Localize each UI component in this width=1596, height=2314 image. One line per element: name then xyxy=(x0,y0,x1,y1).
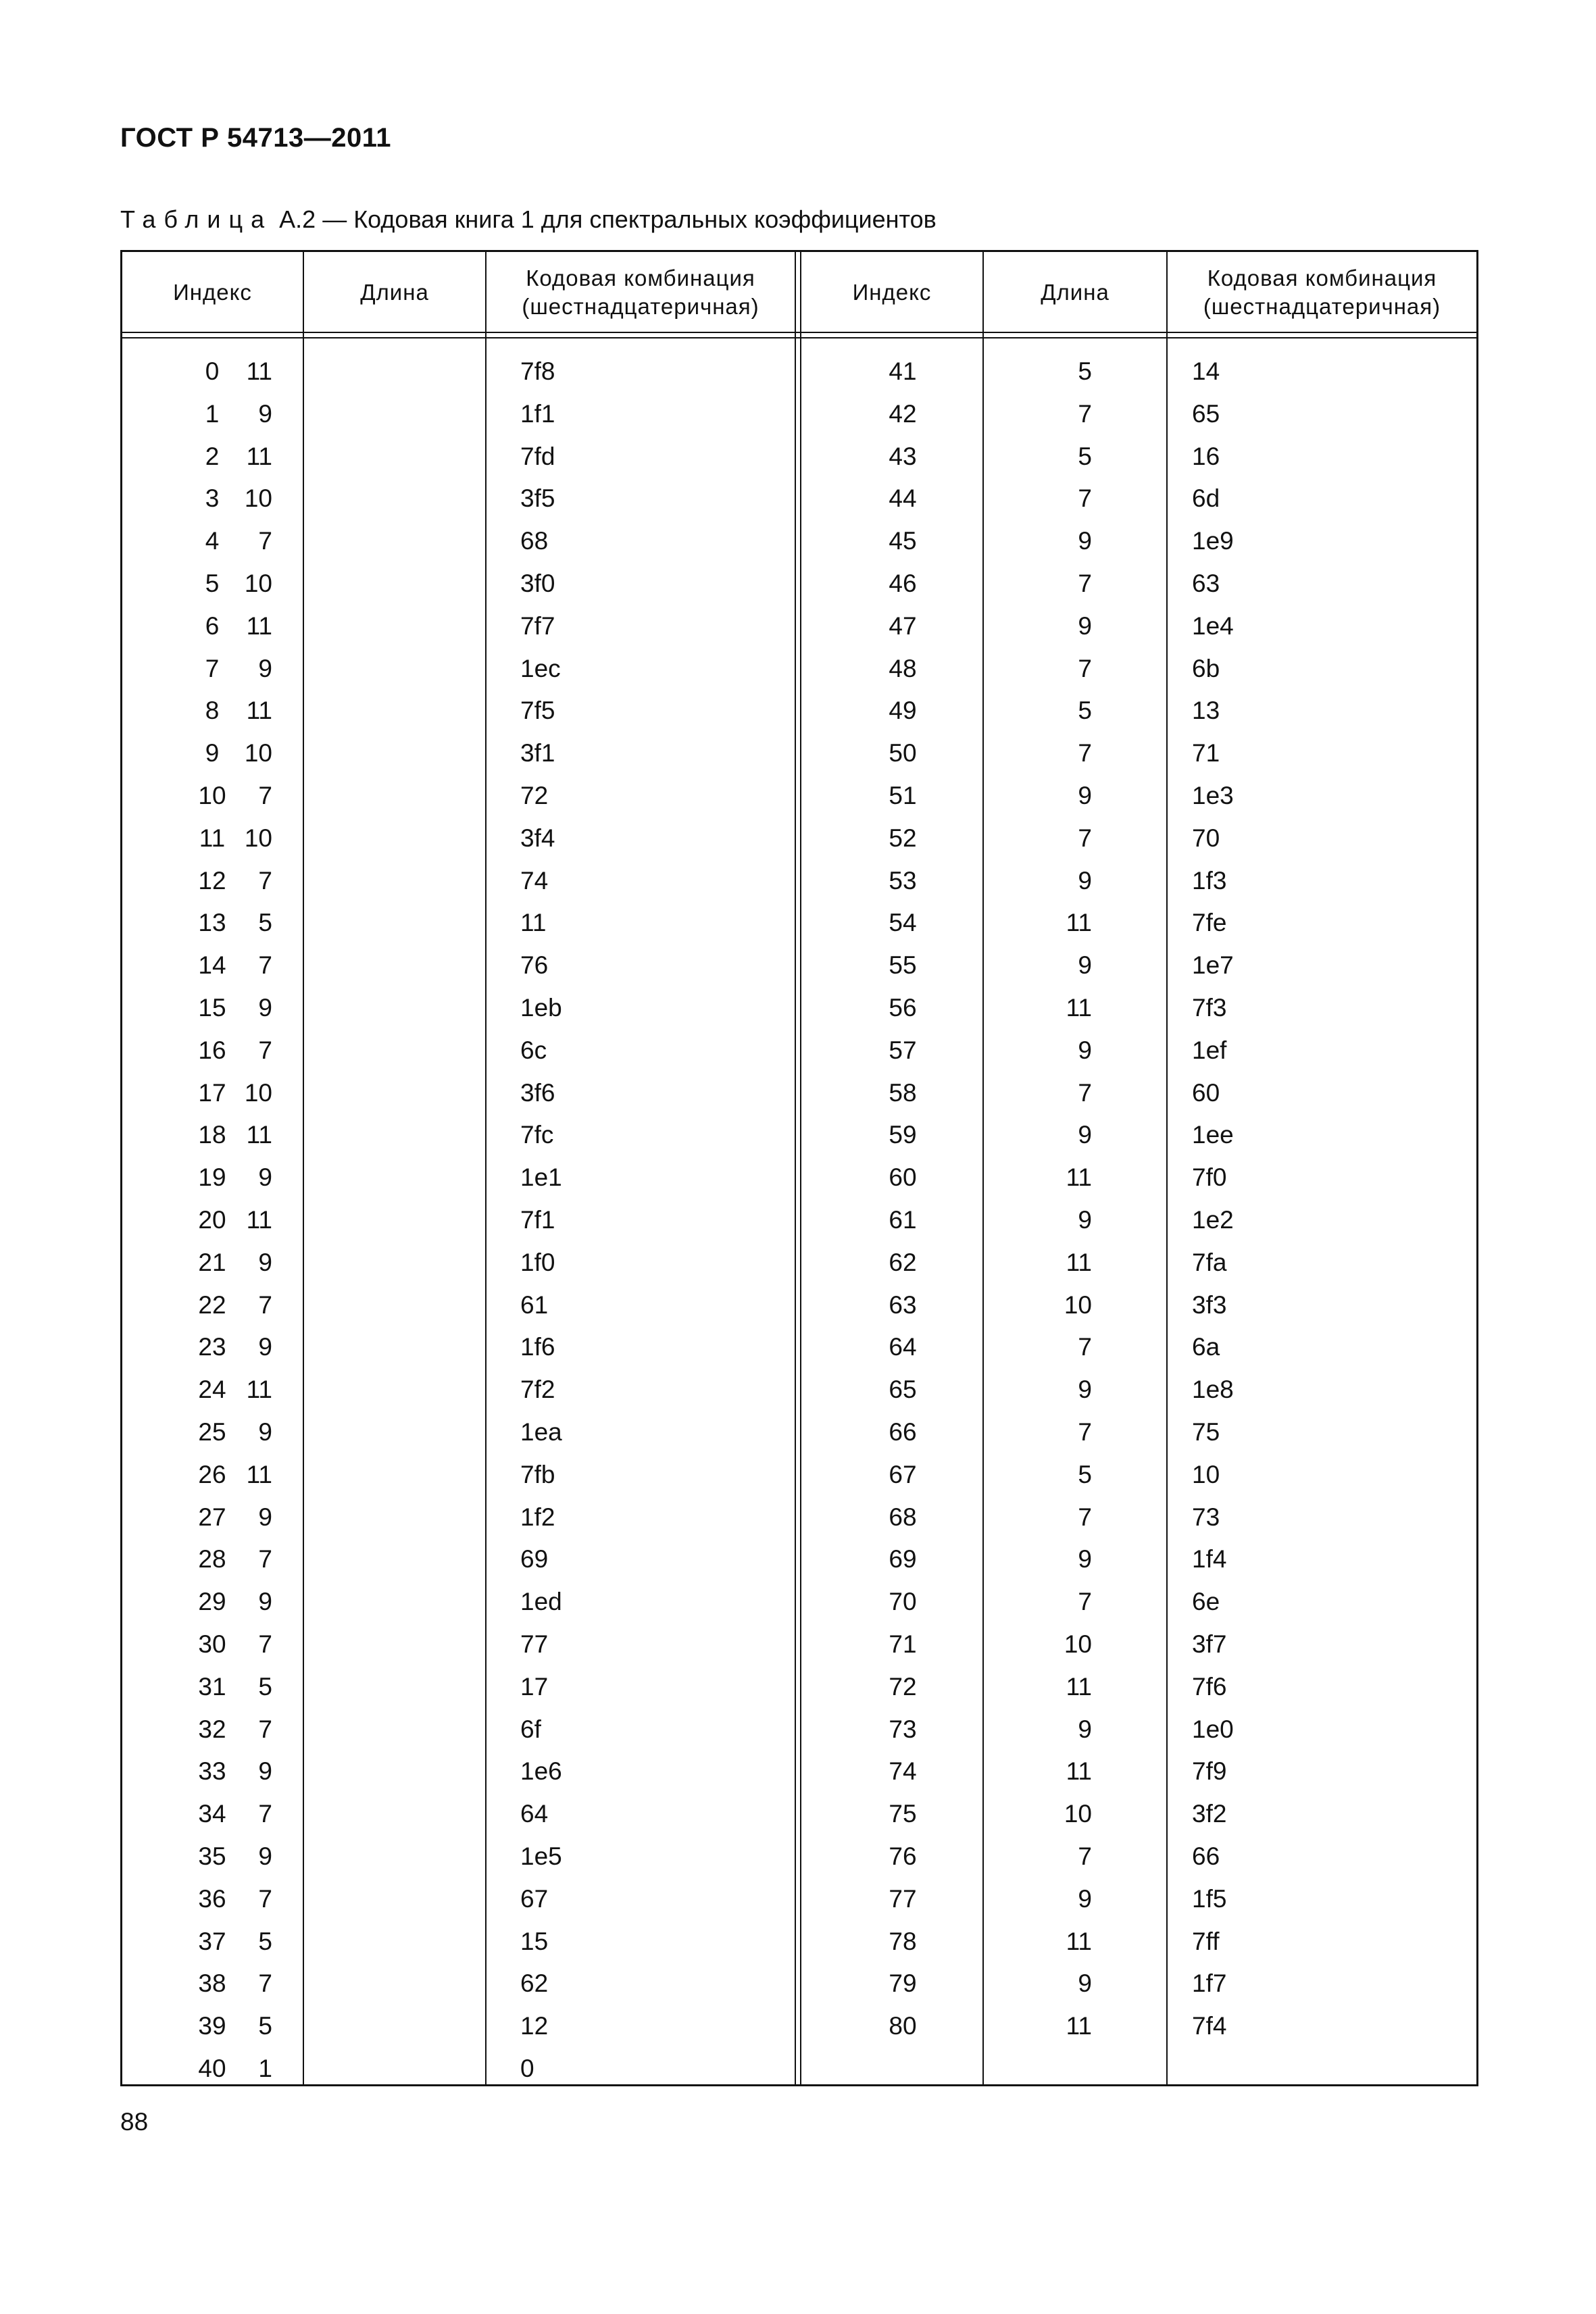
cell-code: 14 xyxy=(1192,357,1220,385)
cell-index: 72 xyxy=(889,1672,917,1701)
cell-index: 63 xyxy=(889,1290,917,1319)
cell-index: 50 xyxy=(889,739,917,768)
cell-length: 11 xyxy=(1066,2012,1092,2040)
cell-index: 1 xyxy=(205,399,220,428)
column-divider xyxy=(1166,252,1168,2084)
cell-length: 7 xyxy=(1078,399,1092,428)
cell-index: 76 xyxy=(889,1842,917,1870)
cell-length: 5 xyxy=(258,1927,272,1955)
center-double-divider xyxy=(800,252,801,2084)
cell-index: 41 xyxy=(889,357,917,385)
cell-length: 11 xyxy=(1066,1672,1092,1701)
cell-code: 7f3 xyxy=(1192,994,1227,1022)
cell-index: 6 xyxy=(205,611,220,640)
cell-code: 7f7 xyxy=(520,611,555,640)
cell-code: 3f1 xyxy=(520,739,555,768)
cell-index: 43 xyxy=(889,442,917,470)
cell-index: 62 xyxy=(889,1248,917,1276)
center-double-divider xyxy=(795,252,796,2084)
cell-index: 51 xyxy=(889,782,917,809)
cell-length: 9 xyxy=(1078,527,1092,555)
cell-length: 7 xyxy=(258,1884,272,1913)
cell-code: 1f0 xyxy=(520,1248,555,1276)
cell-length: 9 xyxy=(258,1163,272,1192)
cell-index: 49 xyxy=(889,697,917,725)
cell-code: 72 xyxy=(520,782,549,809)
cell-length: 11 xyxy=(246,697,272,725)
cell-length: 11 xyxy=(246,1376,272,1404)
cell-length: 7 xyxy=(1078,484,1092,513)
cell-code: 1f7 xyxy=(1192,1969,1227,1998)
cell-code: 7f0 xyxy=(1192,1163,1227,1192)
cell-code: 65 xyxy=(1192,399,1220,428)
cell-code: 61 xyxy=(520,1290,549,1319)
cell-length: 7 xyxy=(1078,654,1092,682)
cell-length: 7 xyxy=(1078,739,1092,768)
cell-index: 35 xyxy=(198,1842,226,1870)
cell-length: 9 xyxy=(1078,951,1092,980)
header-code-line2: (шестнадцатеричная) xyxy=(522,294,759,319)
cell-length: 7 xyxy=(1078,1078,1092,1107)
cell-code: 7f8 xyxy=(520,357,555,385)
cell-length: 10 xyxy=(1064,1630,1092,1658)
cell-length: 9 xyxy=(258,1588,272,1616)
cell-length: 7 xyxy=(1078,570,1092,597)
cell-code: 7fc xyxy=(520,1121,554,1149)
codebook-table xyxy=(120,250,1478,2086)
cell-index: 5 xyxy=(205,570,220,597)
cell-index: 66 xyxy=(889,1418,917,1446)
cell-index: 65 xyxy=(889,1376,917,1404)
cell-index: 78 xyxy=(889,1927,917,1955)
cell-index: 11 xyxy=(199,824,226,852)
cell-index: 45 xyxy=(889,527,917,555)
cell-length: 11 xyxy=(1066,1163,1092,1192)
cell-length: 11 xyxy=(246,1460,272,1488)
cell-code: 1ef xyxy=(1192,1036,1227,1064)
cell-code: 1f5 xyxy=(1192,1884,1227,1913)
document-header: ГОСТ Р 54713—2011 xyxy=(120,123,391,153)
cell-index: 53 xyxy=(889,866,917,895)
cell-length: 11 xyxy=(1066,994,1092,1022)
cell-code: 60 xyxy=(1192,1078,1220,1107)
cell-length: 7 xyxy=(1078,824,1092,852)
cell-code: 67 xyxy=(520,1884,549,1913)
cell-index: 75 xyxy=(889,1800,917,1828)
cell-length: 7 xyxy=(258,951,272,980)
cell-length: 9 xyxy=(258,399,272,428)
cell-index: 13 xyxy=(198,909,226,937)
cell-length: 9 xyxy=(1078,611,1092,640)
cell-code: 6f xyxy=(520,1715,541,1743)
cell-length: 11 xyxy=(1066,909,1092,937)
cell-code: 1ea xyxy=(520,1418,562,1446)
cell-length: 10 xyxy=(244,1078,272,1107)
cell-code: 1f6 xyxy=(520,1333,555,1361)
cell-index: 29 xyxy=(198,1588,226,1616)
cell-index: 4 xyxy=(205,527,220,555)
cell-code: 1e0 xyxy=(1192,1715,1234,1743)
cell-code: 7f4 xyxy=(1192,2012,1227,2040)
cell-index: 22 xyxy=(198,1290,226,1319)
cell-code: 1eb xyxy=(520,994,562,1022)
page-number: 88 xyxy=(120,2108,149,2136)
cell-code: 1e4 xyxy=(1192,611,1234,640)
cell-code: 3f3 xyxy=(1192,1290,1227,1319)
cell-code: 6d xyxy=(1192,484,1220,513)
cell-code: 1e1 xyxy=(520,1163,562,1192)
cell-index: 77 xyxy=(889,1884,917,1913)
cell-code: 74 xyxy=(520,866,549,895)
cell-code: 11 xyxy=(520,909,547,937)
cell-length: 11 xyxy=(1066,1757,1092,1786)
cell-index: 46 xyxy=(889,570,917,597)
cell-code: 62 xyxy=(520,1969,549,1998)
cell-length: 7 xyxy=(1078,1418,1092,1446)
cell-code: 1f4 xyxy=(1192,1545,1227,1574)
cell-code: 68 xyxy=(520,527,549,555)
cell-index: 47 xyxy=(889,611,917,640)
table-caption xyxy=(120,205,937,234)
cell-index: 25 xyxy=(198,1418,226,1446)
header-code-line2: (шестнадцатеричная) xyxy=(1203,294,1441,319)
cell-index: 58 xyxy=(889,1078,917,1107)
header-index-left: Индекс xyxy=(173,280,252,305)
cell-length: 9 xyxy=(1078,1376,1092,1404)
cell-code: 6e xyxy=(1192,1588,1220,1616)
cell-code: 10 xyxy=(1192,1460,1220,1488)
cell-index: 15 xyxy=(198,994,226,1022)
cell-index: 48 xyxy=(889,654,917,682)
cell-code: 3f6 xyxy=(520,1078,555,1107)
cell-index: 34 xyxy=(198,1800,226,1828)
cell-code: 0 xyxy=(520,2055,534,2082)
cell-code: 6b xyxy=(1192,654,1220,682)
cell-index: 57 xyxy=(889,1036,917,1064)
cell-code: 1ee xyxy=(1192,1121,1234,1149)
cell-length: 7 xyxy=(258,1715,272,1743)
cell-length: 7 xyxy=(1078,1588,1092,1616)
cell-length: 1 xyxy=(258,2055,272,2082)
cell-index: 80 xyxy=(889,2012,917,2040)
cell-index: 32 xyxy=(198,1715,226,1743)
cell-length: 9 xyxy=(1078,1884,1092,1913)
cell-index: 3 xyxy=(205,484,220,513)
cell-index: 56 xyxy=(889,994,917,1022)
cell-index: 21 xyxy=(198,1248,226,1276)
cell-length: 10 xyxy=(244,484,272,513)
cell-index: 39 xyxy=(198,2012,226,2040)
cell-index: 23 xyxy=(198,1333,226,1361)
cell-index: 69 xyxy=(889,1545,917,1574)
cell-code: 7f1 xyxy=(520,1206,555,1234)
cell-index: 37 xyxy=(198,1927,226,1955)
cell-index: 31 xyxy=(198,1672,226,1701)
cell-length: 7 xyxy=(258,1545,272,1574)
cell-index: 7 xyxy=(205,654,220,682)
cell-length: 7 xyxy=(1078,1842,1092,1870)
header-length-right: Длина xyxy=(1041,280,1109,305)
cell-index: 26 xyxy=(198,1460,226,1488)
cell-length: 9 xyxy=(1078,1036,1092,1064)
cell-code: 76 xyxy=(520,951,549,980)
cell-length: 5 xyxy=(1078,1460,1092,1488)
cell-code: 63 xyxy=(1192,570,1220,597)
cell-length: 7 xyxy=(258,1290,272,1319)
cell-length: 7 xyxy=(258,527,272,555)
cell-code: 7ff xyxy=(1192,1927,1220,1955)
cell-length: 9 xyxy=(1078,1545,1092,1574)
cell-code: 6c xyxy=(520,1036,547,1064)
cell-code: 1ec xyxy=(520,654,561,682)
header-underline xyxy=(122,337,1476,338)
cell-length: 9 xyxy=(258,1842,272,1870)
cell-index: 30 xyxy=(198,1630,226,1658)
cell-length: 11 xyxy=(1066,1927,1092,1955)
cell-index: 24 xyxy=(198,1376,226,1404)
cell-code: 15 xyxy=(520,1927,549,1955)
cell-index: 44 xyxy=(889,484,917,513)
cell-index: 55 xyxy=(889,951,917,980)
cell-code: 1e7 xyxy=(1192,951,1234,980)
cell-length: 5 xyxy=(1078,697,1092,725)
header-code-line1: Кодовая комбинация xyxy=(526,266,755,291)
cell-length: 10 xyxy=(244,824,272,852)
cell-length: 9 xyxy=(258,1757,272,1786)
cell-length: 5 xyxy=(258,909,272,937)
cell-length: 11 xyxy=(246,357,272,385)
cell-length: 7 xyxy=(258,782,272,809)
cell-code: 71 xyxy=(1192,739,1220,768)
cell-code: 13 xyxy=(1192,697,1220,725)
cell-index: 12 xyxy=(198,866,226,895)
cell-length: 7 xyxy=(1078,1503,1092,1531)
cell-code: 17 xyxy=(520,1672,549,1701)
cell-index: 14 xyxy=(198,951,226,980)
cell-code: 12 xyxy=(520,2012,549,2040)
cell-index: 54 xyxy=(889,909,917,937)
cell-code: 3f2 xyxy=(1192,1800,1227,1828)
cell-length: 9 xyxy=(258,994,272,1022)
cell-length: 11 xyxy=(1066,1248,1092,1276)
cell-index: 52 xyxy=(889,824,917,852)
cell-length: 10 xyxy=(244,739,272,768)
cell-code: 3f5 xyxy=(520,484,555,513)
cell-index: 67 xyxy=(889,1460,917,1488)
cell-code: 1e9 xyxy=(1192,527,1234,555)
cell-code: 7f5 xyxy=(520,697,555,725)
cell-index: 70 xyxy=(889,1588,917,1616)
cell-code: 6a xyxy=(1192,1333,1220,1361)
cell-index: 20 xyxy=(198,1206,226,1234)
cell-code: 3f0 xyxy=(520,570,555,597)
cell-code: 1e2 xyxy=(1192,1206,1234,1234)
cell-code: 16 xyxy=(1192,442,1220,470)
cell-index: 40 xyxy=(198,2055,226,2082)
cell-length: 11 xyxy=(246,1206,272,1234)
cell-length: 5 xyxy=(1078,442,1092,470)
cell-length: 9 xyxy=(258,1248,272,1276)
cell-length: 11 xyxy=(246,1121,272,1149)
cell-code: 1f2 xyxy=(520,1503,555,1531)
cell-length: 7 xyxy=(258,1969,272,1998)
cell-code: 1f1 xyxy=(520,399,555,428)
cell-length: 9 xyxy=(258,1418,272,1446)
cell-code: 7fd xyxy=(520,442,555,470)
cell-index: 18 xyxy=(198,1121,226,1149)
cell-index: 79 xyxy=(889,1969,917,1998)
cell-code: 77 xyxy=(520,1630,549,1658)
cell-length: 7 xyxy=(258,1036,272,1064)
column-divider xyxy=(982,252,984,2084)
cell-code: 7f2 xyxy=(520,1376,555,1404)
header-length-left: Длина xyxy=(360,280,429,305)
cell-code: 73 xyxy=(1192,1503,1220,1531)
header-code-left xyxy=(487,252,795,333)
cell-code: 7f6 xyxy=(1192,1672,1227,1701)
cell-index: 8 xyxy=(205,697,220,725)
cell-index: 64 xyxy=(889,1333,917,1361)
cell-length: 9 xyxy=(1078,1715,1092,1743)
table-caption-prefix: Таблица xyxy=(120,205,273,233)
cell-code: 1e8 xyxy=(1192,1376,1234,1404)
cell-index: 10 xyxy=(198,782,226,809)
cell-index: 28 xyxy=(198,1545,226,1574)
cell-code: 3f7 xyxy=(1192,1630,1227,1658)
cell-code: 1ed xyxy=(520,1588,562,1616)
cell-length: 9 xyxy=(258,1503,272,1531)
cell-code: 1e6 xyxy=(520,1757,562,1786)
cell-code: 75 xyxy=(1192,1418,1220,1446)
cell-length: 7 xyxy=(258,1800,272,1828)
column-divider xyxy=(485,252,487,2084)
cell-code: 1e3 xyxy=(1192,782,1234,809)
cell-index: 42 xyxy=(889,399,917,428)
cell-index: 9 xyxy=(205,739,220,768)
cell-code: 69 xyxy=(520,1545,549,1574)
cell-index: 16 xyxy=(198,1036,226,1064)
cell-length: 5 xyxy=(258,1672,272,1701)
cell-code: 1e5 xyxy=(520,1842,562,1870)
header-code-right xyxy=(1168,252,1476,333)
cell-code: 7fb xyxy=(520,1460,555,1488)
header-code-line1: Кодовая комбинация xyxy=(1207,266,1437,291)
cell-code: 1f3 xyxy=(1192,866,1227,895)
cell-index: 2 xyxy=(205,442,220,470)
cell-index: 68 xyxy=(889,1503,917,1531)
cell-length: 10 xyxy=(1064,1290,1092,1319)
cell-code: 64 xyxy=(520,1800,549,1828)
cell-length: 9 xyxy=(1078,866,1092,895)
cell-length: 7 xyxy=(258,866,272,895)
cell-length: 9 xyxy=(1078,1121,1092,1149)
cell-index: 19 xyxy=(198,1163,226,1192)
column-divider xyxy=(303,252,304,2084)
cell-index: 74 xyxy=(889,1757,917,1786)
cell-length: 9 xyxy=(258,654,272,682)
cell-index: 0 xyxy=(205,357,220,385)
header-index-right: Индекс xyxy=(852,280,932,305)
cell-length: 10 xyxy=(1064,1800,1092,1828)
cell-length: 5 xyxy=(1078,357,1092,385)
cell-index: 61 xyxy=(889,1206,917,1234)
cell-index: 38 xyxy=(198,1969,226,1998)
cell-length: 11 xyxy=(246,442,272,470)
cell-index: 17 xyxy=(198,1078,226,1107)
cell-length: 9 xyxy=(1078,1206,1092,1234)
cell-index: 33 xyxy=(198,1757,226,1786)
cell-code: 7f9 xyxy=(1192,1757,1227,1786)
cell-code: 7fe xyxy=(1192,909,1227,937)
cell-length: 7 xyxy=(258,1630,272,1658)
cell-index: 36 xyxy=(198,1884,226,1913)
cell-length: 10 xyxy=(244,570,272,597)
cell-code: 70 xyxy=(1192,824,1220,852)
cell-length: 9 xyxy=(1078,782,1092,809)
cell-code: 7fa xyxy=(1192,1248,1227,1276)
cell-length: 7 xyxy=(1078,1333,1092,1361)
cell-length: 11 xyxy=(246,611,272,640)
cell-code: 3f4 xyxy=(520,824,555,852)
cell-index: 27 xyxy=(198,1503,226,1531)
cell-index: 73 xyxy=(889,1715,917,1743)
table-caption-title: А.2 — Кодовая книга 1 для спектральных коэффициентов xyxy=(279,205,937,233)
cell-index: 60 xyxy=(889,1163,917,1192)
cell-length: 9 xyxy=(1078,1969,1092,1998)
cell-length: 9 xyxy=(258,1333,272,1361)
cell-index: 59 xyxy=(889,1121,917,1149)
cell-code: 66 xyxy=(1192,1842,1220,1870)
cell-index: 71 xyxy=(889,1630,917,1658)
cell-length: 5 xyxy=(258,2012,272,2040)
